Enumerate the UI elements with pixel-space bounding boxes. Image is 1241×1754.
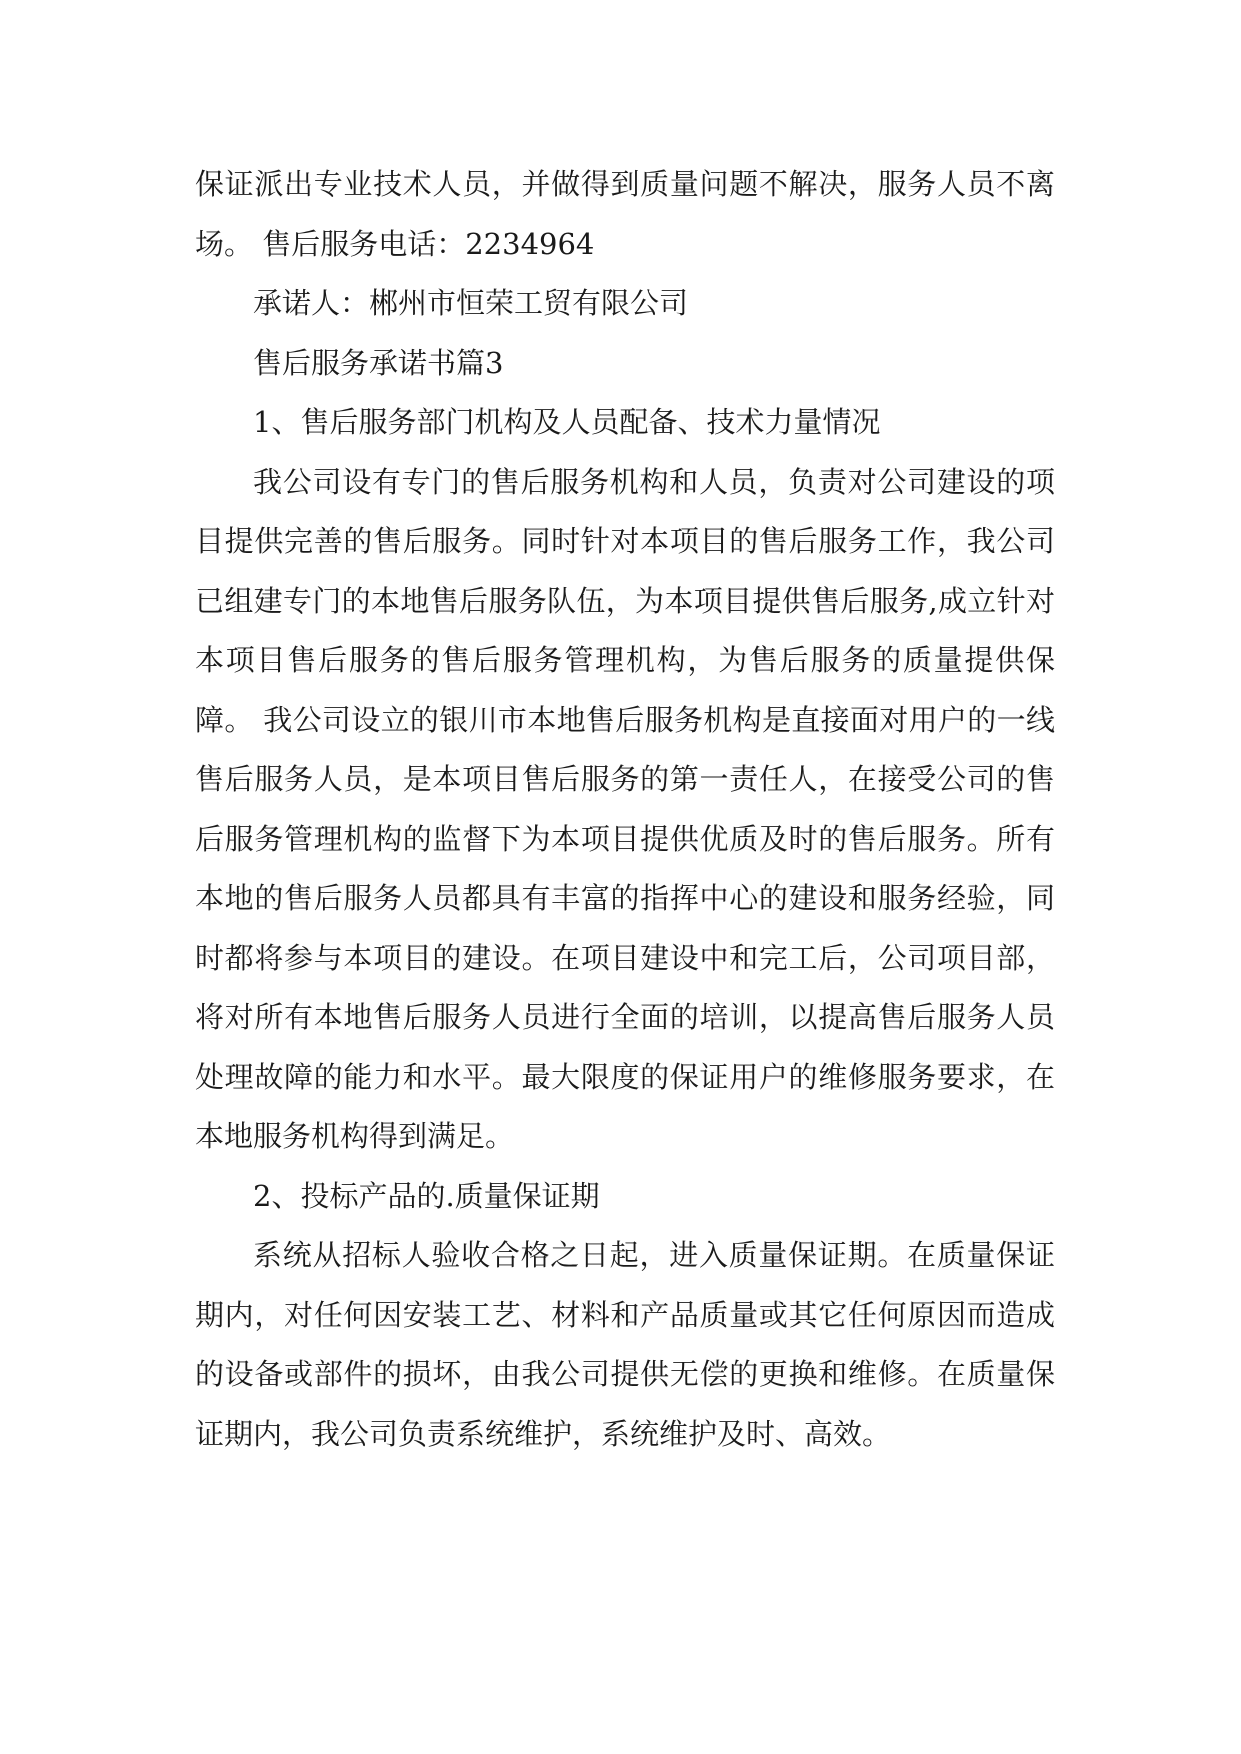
- document-body: [195, 155, 1055, 1464]
- paragraph-continuation: 保证派出专业技术人员，并做得到质量问题不解决，服务人员不离场。 售后服务电话：2234964: [195, 167, 1055, 261]
- section-heading: 售后服务承诺书篇3: [253, 345, 504, 380]
- paragraph-service-org: 我公司设有专门的售后服务机构和人员，负责对公司建设的项目提供完善的售后服务。同时针对本项目的售后服务工作，我公司已组建专门的本地售后服务队伍，为本项目提供售后服务,成立针对本项目售后服务的售后服务管理机构，为售后服务的质量提供保障。 我公司设立的银川市本地售后服务机构是直接面对用户的一线售后服务人员，是本项目售后服务的第一责任人，在接受公司的售后服务管理机构的监督下为本项目提供优质及时的售后服务。所有本地的售后服务人员都具有丰富的指挥中心的建设和服务经验，同时都将参与本项目的建设。在项目建设中和完工后，公司项目部，将对所有本地售后服务人员进行全面的培训，以提高售后服务人员处理故障的能力和水平。最大限度的保证用户的维修服务要求，在本地服务机构得到满足。: [195, 464, 1055, 1153]
- paragraph-warranty: 系统从招标人验收合格之日起，进入质量保证期。在质量保证期内，对任何因安装工艺、材料和产品质量或其它任何原因而造成的设备或部件的损坏，由我公司提供无偿的更换和维修。在质量保证期内，我公司负责系统维护，系统维护及时、高效。: [195, 1238, 1055, 1451]
- subheading-2: 2、投标产品的.质量保证期: [253, 1178, 600, 1213]
- subheading-1: 1、售后服务部门机构及人员配备、技术力量情况: [253, 405, 881, 439]
- paragraph-promisor: 承诺人：郴州市恒荣工贸有限公司: [253, 286, 689, 320]
